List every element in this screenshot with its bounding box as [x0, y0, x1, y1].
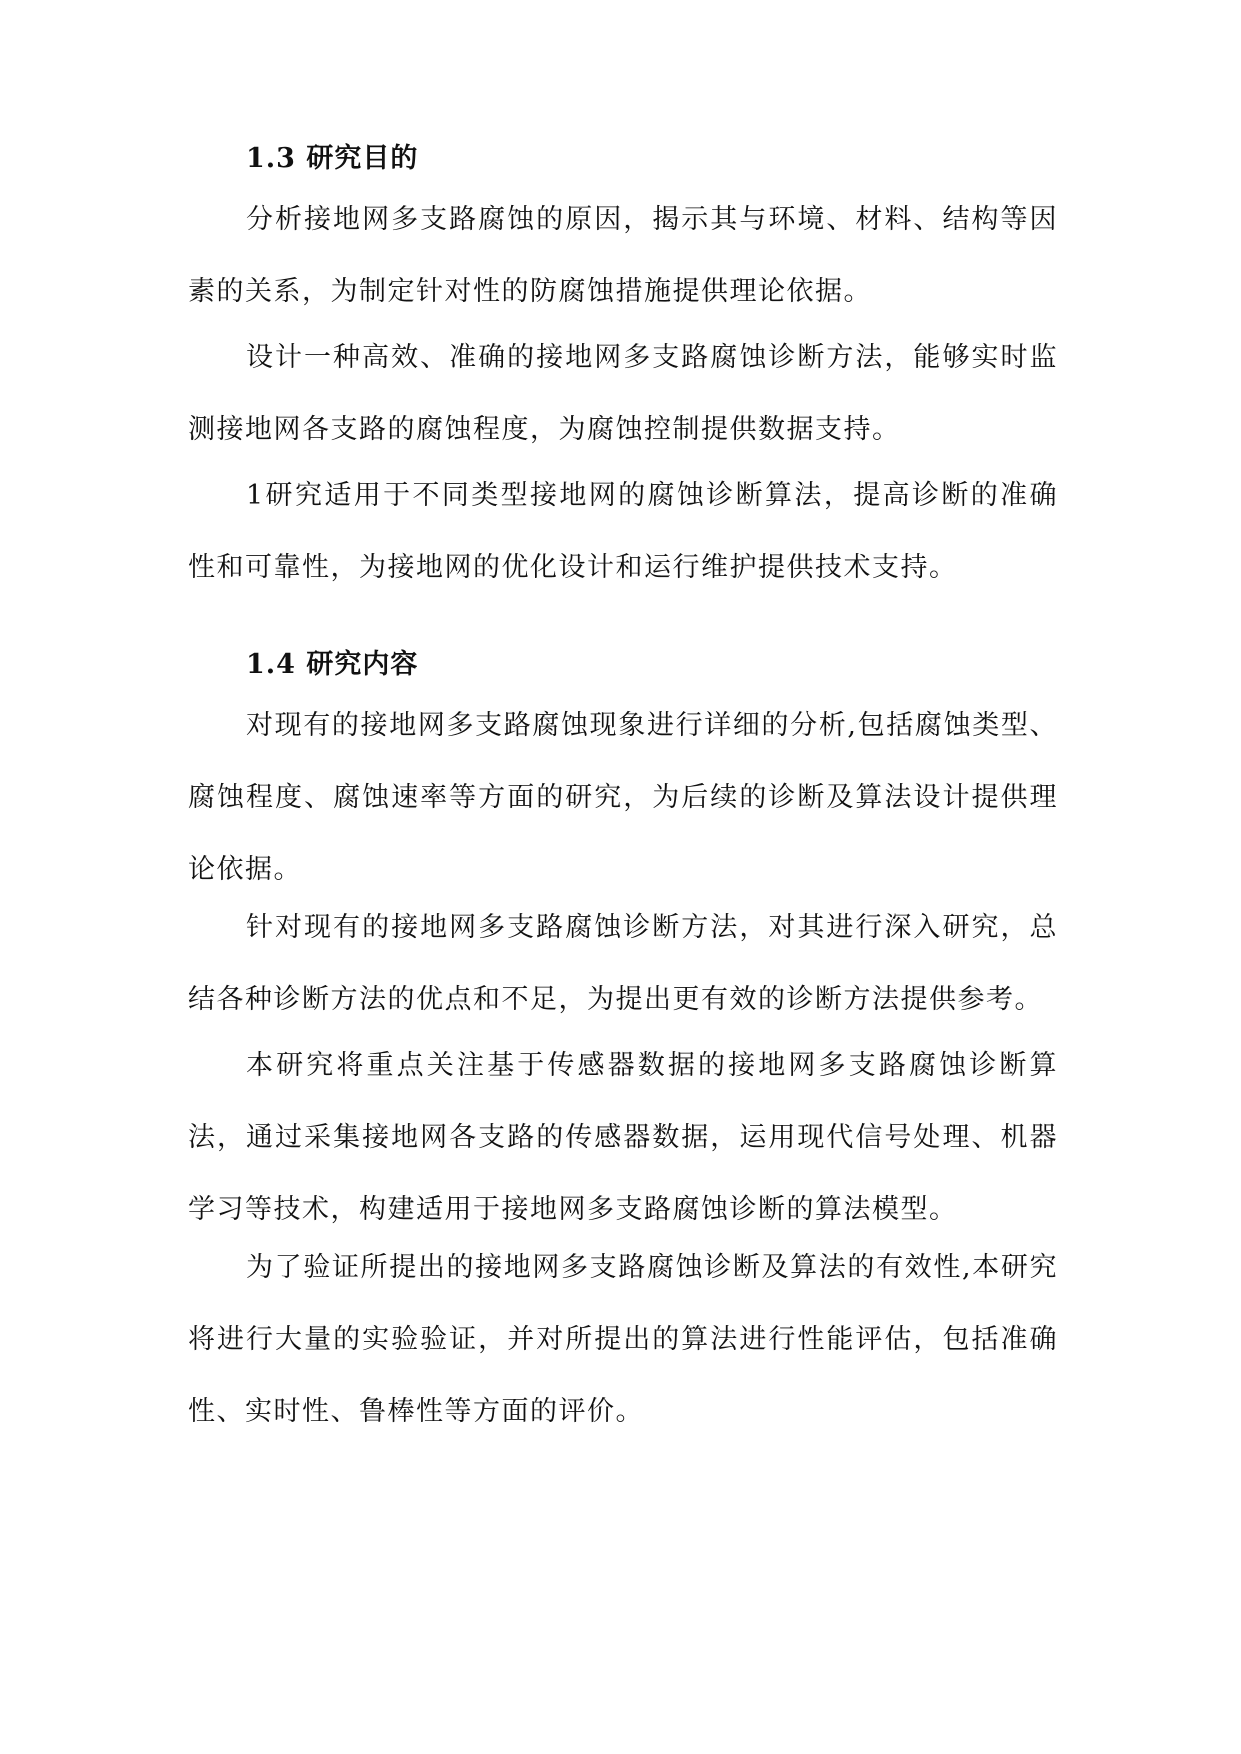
paragraph-purpose-1: 分析接地网多支路腐蚀的原因，揭示其与环境、材料、结构等因素的关系，为制定针对性的防腐蚀措施提供理论依据。 — [188, 204, 1058, 307]
paragraph-content-4: 为了验证所提出的接地网多支路腐蚀诊断及算法的有效性,本研究将进行大量的实验验证，并对所提出的算法进行性能评估，包括准确性、实时性、鲁棒性等方面的评价。 — [188, 1252, 1058, 1427]
paragraph-purpose-3: 1研究适用于不同类型接地网的腐蚀诊断算法，提高诊断的准确性和可靠性，为接地网的优化设计和运行维护提供技术支持。 — [188, 480, 1058, 583]
paragraph-content-1: 对现有的接地网多支路腐蚀现象进行详细的分析,包括腐蚀类型、腐蚀程度、腐蚀速率等方面的研究，为后续的诊断及算法设计提供理论依据。 — [188, 710, 1058, 885]
section-heading-1-3: 1.3 研究目的 — [246, 143, 419, 174]
paragraph-content-3: 本研究将重点关注基于传感器数据的接地网多支路腐蚀诊断算法，通过采集接地网各支路的传感器数据，运用现代信号处理、机器学习等技术，构建适用于接地网多支路腐蚀诊断的算法模型。 — [188, 1050, 1058, 1225]
paragraph-content-2: 针对现有的接地网多支路腐蚀诊断方法，对其进行深入研究，总结各种诊断方法的优点和不足，为提出更有效的诊断方法提供参考。 — [188, 912, 1058, 1015]
paragraph-purpose-2: 设计一种高效、准确的接地网多支路腐蚀诊断方法，能够实时监测接地网各支路的腐蚀程度，为腐蚀控制提供数据支持。 — [188, 342, 1058, 445]
section-heading-1-4: 1.4 研究内容 — [246, 649, 419, 680]
